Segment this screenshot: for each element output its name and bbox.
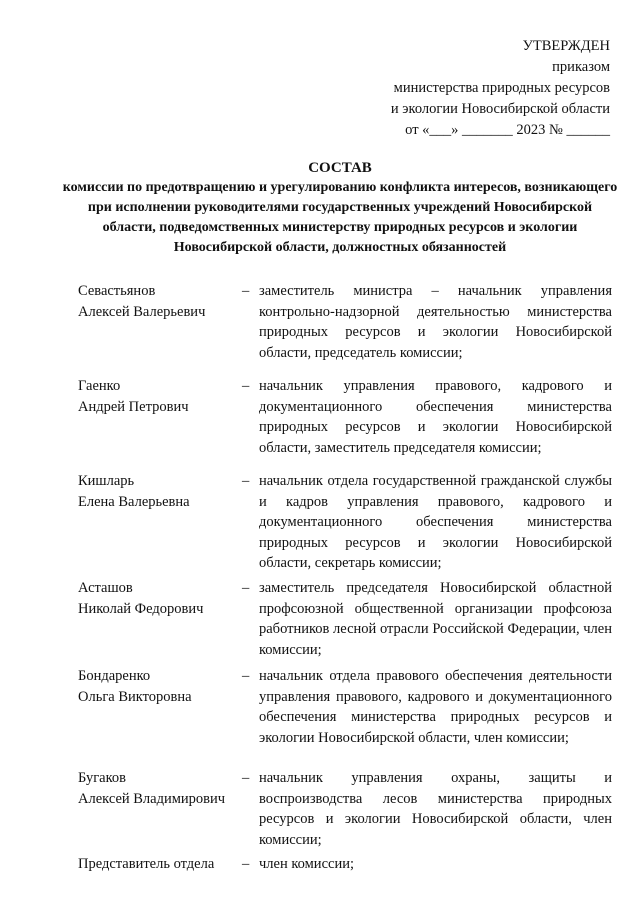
- dash-separator: –: [242, 770, 250, 786]
- members-list: [78, 281, 612, 884]
- member-surname: Бугаков: [78, 770, 127, 786]
- approval-line-2: приказом: [552, 59, 610, 75]
- member-role: заместитель председателя Новосибирской областной профсоюзной общественной организации профсоюза работников лесной отрасли Российской Федерации, член комиссии;: [259, 580, 612, 658]
- dash-separator: –: [242, 580, 250, 596]
- member-entry: [78, 768, 612, 854]
- dash-separator: –: [242, 378, 250, 394]
- member-surname: Кишларь: [78, 473, 135, 489]
- member-name: [78, 768, 238, 809]
- dash-separator: –: [242, 283, 250, 299]
- document-heading: [60, 158, 620, 258]
- member-role: начальник отдела государственной гражданской службы и кадров управления правового, кадрового и документационного обеспечения министерства природных ресурсов и экологии Новосибирской области, секретарь комиссии;: [259, 473, 612, 571]
- member-name: [78, 281, 238, 322]
- member-role: начальник отдела правового обеспечения деятельности управления правового, кадрового и документационного обеспечения министерства природных ресурсов и экологии Новосибирской области, член комиссии;: [259, 668, 612, 746]
- member-surname: Представитель отдела: [78, 856, 215, 872]
- member-entry: [78, 281, 612, 376]
- member-entry: [78, 666, 612, 768]
- dash-separator: –: [242, 856, 250, 872]
- approval-line-4: и экологии Новосибирской области: [390, 101, 610, 117]
- document-subtitle: комиссии по предотвращению и урегулированию конфликта интересов, возникающего при исполнении руководителями государственных учреждений Новосибирской области, подведомственных министерству природных ресурсов и экологии Новосибирской области, должностных обязанностей: [62, 180, 618, 255]
- member-given-name: Николай Федорович: [78, 600, 204, 617]
- member-entry: [78, 578, 612, 666]
- member-name: [78, 376, 238, 417]
- member-role: член комиссии;: [259, 856, 354, 872]
- member-given-name: Андрей Петрович: [78, 398, 189, 415]
- member-surname: Асташов: [78, 580, 133, 596]
- member-given-name: Ольга Викторовна: [78, 688, 192, 705]
- member-surname: Севастьянов: [78, 283, 156, 299]
- member-entry: [78, 471, 612, 578]
- member-entry: [78, 376, 612, 471]
- approval-stamp: [391, 36, 610, 141]
- member-role: начальник управления охраны, защиты и воспроизводства лесов министерства природных ресурсов и экологии Новосибирской области, член комиссии;: [259, 770, 612, 848]
- member-given-name: Алексей Валерьевич: [78, 303, 206, 320]
- member-name: [78, 471, 238, 512]
- approval-line-3: министерства природных ресурсов: [393, 80, 610, 96]
- member-surname: Гаенко: [78, 378, 121, 394]
- member-given-name: Алексей Владимирович: [78, 790, 226, 807]
- member-name: [78, 666, 238, 707]
- document-title: СОСТАВ: [308, 160, 372, 176]
- member-name: [78, 854, 238, 875]
- member-entry: [78, 854, 612, 884]
- member-role: заместитель министра – начальник управления контрольно-надзорной деятельностью министерства природных ресурсов и экологии Новосибирской области, председатель комиссии;: [259, 283, 612, 361]
- dash-separator: –: [242, 668, 250, 684]
- approval-line-5: от «___» _______ 2023 № ______: [405, 122, 610, 138]
- approval-line-1: УТВЕРЖДЕН: [522, 38, 610, 54]
- dash-separator: –: [242, 473, 250, 489]
- member-surname: Бондаренко: [78, 668, 151, 684]
- member-name: [78, 578, 238, 619]
- member-role: начальник управления правового, кадрового и документационного обеспечения министерства природных ресурсов и экологии Новосибирской области, заместитель председателя комиссии;: [259, 378, 612, 456]
- member-given-name: Елена Валерьевна: [78, 493, 190, 510]
